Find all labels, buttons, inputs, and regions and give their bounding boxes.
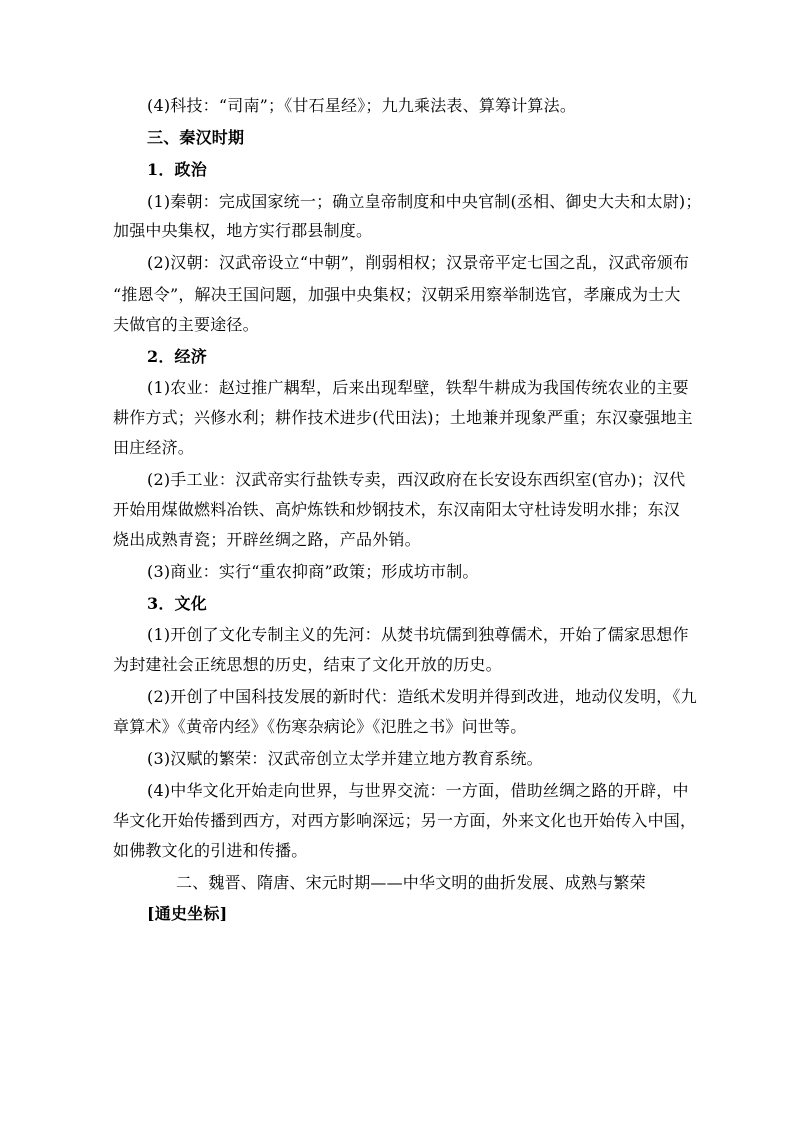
economy-item-2-cont-2: 烧出成熟青瓷；开辟丝绸之路，产品外销。: [113, 530, 421, 549]
culture-item-2-cont: 章算术》《黄帝内经》《伤寒杂病论》《氾胜之书》问世等。: [113, 717, 527, 736]
culture-item-3: (3)汉赋的繁荣：汉武帝创立太学并建立地方教育系统。: [147, 749, 543, 768]
label-tongshi-zuobiao: [通史坐标]: [147, 904, 228, 923]
section-heading-qin-han: 三、秦汉时期: [147, 128, 245, 147]
culture-item-1-cont: 为封建社会正统思想的历史，结束了文化开放的历史。: [113, 655, 502, 674]
economy-item-2: (2)手工业：汉武帝实行盐铁专卖，西汉政府在长安设东西织室(官办)；汉代: [147, 470, 686, 489]
politics-item-2: (2)汉朝：汉武帝设立“中朝”，削弱相权；汉景帝平定七国之乱，汉武帝颁布: [147, 253, 690, 272]
economy-item-2-cont-1: 开始用煤做燃料冶铁、高炉炼铁和炒钢技术，东汉南阳太守杜诗发明水排；东汉: [113, 500, 681, 519]
subheading-politics: 1．政治: [147, 160, 207, 179]
section-heading-wei-jin-sui-tang-song-yuan: 二、魏晋、隋唐、宋元时期——中华文明的曲折发展、成熟与繁荣: [176, 873, 646, 892]
subheading-economy: 2．经济: [147, 347, 207, 366]
economy-item-1-cont-1: 耕作方式；兴修水利；耕作技术进步(代田法)；土地兼并现象严重；东汉豪强地主: [113, 408, 693, 427]
culture-item-4-cont-1: 华文化开始传播到西方，对西方影响深远；另一方面，外来文化也开始传入中国，: [113, 811, 697, 830]
culture-item-4-cont-2: 如佛教文化的引进和传播。: [113, 841, 308, 860]
tech-item-4: (4)科技：“司南”；《甘石星经》；九九乘法表、算筹计算法。: [147, 96, 577, 115]
economy-item-1-cont-2: 田庄经济。: [113, 438, 195, 457]
culture-item-4: (4)中华文化开始走向世界，与世界交流：一方面，借助丝绸之路的开辟，中: [147, 781, 689, 800]
politics-item-2-cont-2: 夫做官的主要途径。: [113, 315, 259, 334]
culture-item-1: (1)开创了文化专制主义的先河：从焚书坑儒到独尊儒术，开始了儒家思想作: [147, 625, 689, 644]
politics-item-1: (1)秦朝：完成国家统一；确立皇帝制度和中央官制(丞相、御史大夫和太尉)；: [147, 192, 702, 211]
politics-item-1-cont: 加强中央集权，地方实行郡县制度。: [113, 221, 373, 240]
economy-item-3: (3)商业：实行“重农抑商”政策；形成坊市制。: [147, 562, 479, 581]
economy-item-1: (1)农业：赵过推广耦犁，后来出现犁壁，铁犁牛耕成为我国传统农业的主要: [147, 378, 689, 397]
culture-item-2: (2)开创了中国科技发展的新时代：造纸术发明并得到改进，地动仪发明，《九: [147, 687, 697, 706]
politics-item-2-cont-1: “推恩令”，解决王国问题，加强中央集权；汉朝采用察举制选官，孝廉成为士大: [113, 285, 681, 304]
subheading-culture: 3．文化: [147, 594, 207, 613]
